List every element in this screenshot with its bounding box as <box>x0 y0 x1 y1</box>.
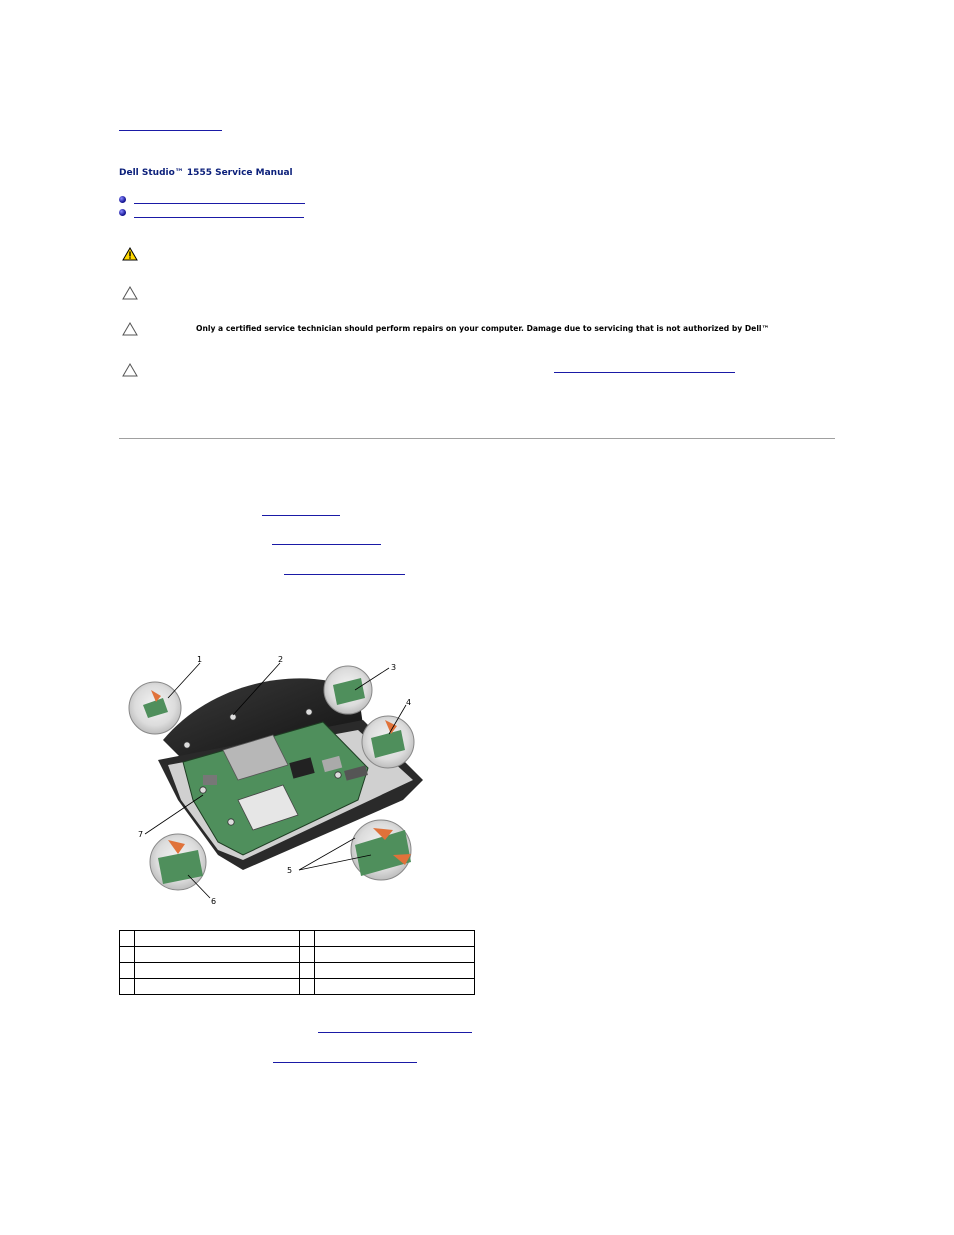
step-link-2[interactable] <box>272 544 381 545</box>
table-cell <box>300 947 315 963</box>
table-cell <box>120 963 135 979</box>
callout-7: 7 <box>138 830 144 839</box>
caution-link[interactable] <box>554 372 735 373</box>
table-row <box>120 931 475 947</box>
back-to-contents-link[interactable] <box>119 130 222 131</box>
table-cell <box>315 947 475 963</box>
warning-icon <box>122 247 138 261</box>
step-link-1[interactable] <box>262 515 340 516</box>
caution-icon <box>122 322 138 336</box>
step-link-4[interactable] <box>318 1032 472 1033</box>
system-board-figure <box>123 650 423 912</box>
step-link-5[interactable] <box>273 1062 417 1063</box>
page-title: Dell Studio™ 1555 Service Manual <box>119 168 293 178</box>
callout-4: 4 <box>406 698 412 707</box>
table-cell <box>300 931 315 947</box>
table-row <box>120 947 475 963</box>
table-cell <box>135 963 300 979</box>
callout-1: 1 <box>197 655 203 664</box>
table-row <box>120 963 475 979</box>
caution-text: Only a certified service technician should perform repairs on your computer. Damage due to servicing that is not authorized by Dell™ <box>196 324 770 333</box>
caution-icon <box>122 363 138 377</box>
toc-link-2[interactable] <box>134 217 304 218</box>
table-cell <box>135 931 300 947</box>
callout-5: 5 <box>287 866 293 875</box>
table-cell <box>120 947 135 963</box>
callout-table <box>119 930 475 995</box>
toc-link-1[interactable] <box>134 203 305 204</box>
callout-6: 6 <box>211 897 217 906</box>
table-row <box>120 979 475 995</box>
table-cell <box>315 931 475 947</box>
caution-icon <box>122 286 138 300</box>
table-cell <box>135 979 300 995</box>
table-cell <box>315 979 475 995</box>
callout-3: 3 <box>391 663 397 672</box>
callout-2: 2 <box>278 655 284 664</box>
table-cell <box>120 979 135 995</box>
table-cell <box>315 963 475 979</box>
section-divider <box>119 438 835 439</box>
table-cell <box>120 931 135 947</box>
step-link-3[interactable] <box>284 574 405 575</box>
table-cell <box>135 947 300 963</box>
table-cell <box>300 979 315 995</box>
toc-bullet-1 <box>119 196 126 203</box>
toc-bullet-2 <box>119 209 126 216</box>
table-cell <box>300 963 315 979</box>
